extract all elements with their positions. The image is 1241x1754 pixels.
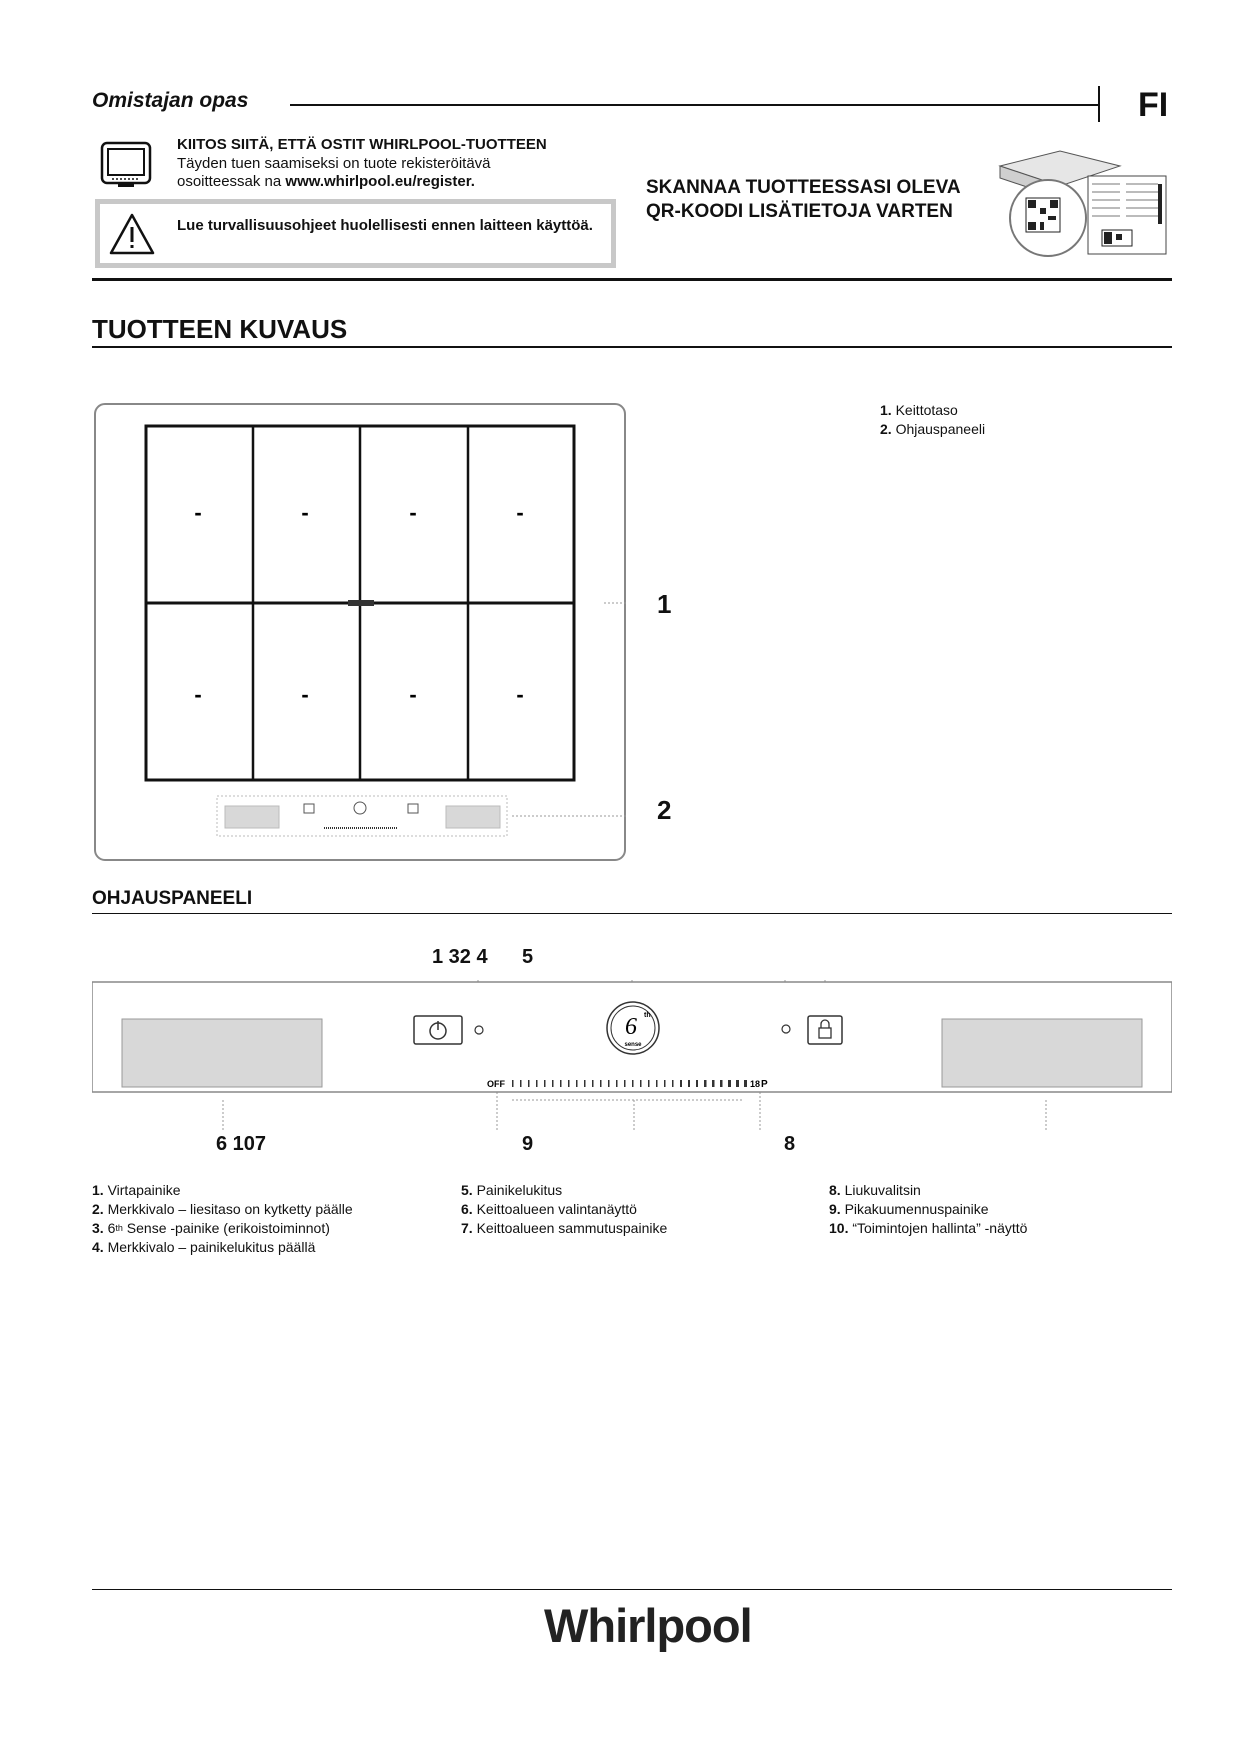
legend-num: 6. — [461, 1201, 473, 1217]
zone-indicator: - — [409, 500, 417, 525]
panel-callout-6-10-7: 6 107 — [216, 1133, 267, 1155]
legend-text: Painikelukitus — [472, 1182, 563, 1198]
legend-item — [92, 1219, 353, 1238]
legend-text: Keittoalueen sammutuspainike — [472, 1220, 668, 1236]
legend-text: Liukuvalitsin — [840, 1182, 921, 1198]
safety-text: Lue turvallisuusohjeet huolellisesti ennen laitteen käyttöä. — [177, 217, 593, 234]
zone-indicator: - — [409, 682, 417, 707]
register-title: KIITOS SIITÄ, ETTÄ OSTIT WHIRLPOOL-TUOTTEEN — [177, 136, 547, 153]
legend-num: 4. — [92, 1239, 104, 1255]
header-title: Omistajan opas — [92, 89, 249, 112]
power-indicator-light — [475, 1026, 483, 1034]
subsection-title: OHJAUSPANEELI — [92, 888, 253, 909]
slider-max-label: 18 — [750, 1079, 761, 1089]
register-line1: Täyden tuen saamiseksi on tuote rekisteröitävä — [177, 155, 491, 172]
zone-indicator: - — [194, 682, 202, 707]
panel-callout-8: 8 — [784, 1133, 796, 1155]
zone-indicator: - — [301, 682, 309, 707]
legend-num: 1. — [92, 1182, 104, 1198]
legend-item — [461, 1200, 667, 1219]
legend-item — [829, 1219, 1027, 1238]
qr-line2: QR-KOODI LISÄTIETOJA VARTEN — [646, 201, 953, 222]
callout-cooktop: 1 — [657, 589, 672, 619]
legend-text: Merkkivalo – liesitaso on kytketty päälle — [103, 1201, 353, 1217]
qr-line1: SKANNAA TUOTTEESSASI OLEVA — [646, 177, 961, 198]
sixth-sense-logo-number: 6 — [625, 1014, 637, 1040]
whirlpool-logo: Whirlpool — [544, 1599, 752, 1652]
callout-control-panel: 2 — [657, 795, 672, 825]
product-legend-item — [880, 420, 985, 439]
legend-text: Virtapainike — [103, 1182, 181, 1198]
panel-callout-5: 5 — [522, 946, 534, 968]
panel-legend-col2 — [461, 1181, 667, 1238]
header-divider — [1098, 86, 1100, 122]
register-line2-prefix: osoitteessak na — [177, 173, 286, 190]
product-legend-item — [880, 401, 985, 420]
header-rule — [290, 104, 1098, 106]
language-code: FI — [1138, 86, 1169, 124]
legend-text: Keittotaso — [891, 402, 958, 418]
legend-item — [461, 1219, 667, 1238]
power-button — [414, 1016, 462, 1044]
product-legend — [880, 401, 985, 439]
sixth-sense-logo-word: sense — [624, 1042, 642, 1048]
warning-icon — [109, 212, 155, 256]
qr-label-illustration — [990, 146, 1170, 260]
panel-legend-col3 — [829, 1181, 1027, 1238]
legend-num: 10. — [829, 1220, 849, 1236]
key-lock-button — [808, 1016, 842, 1044]
monitor-icon — [100, 141, 152, 189]
legend-num: 9. — [829, 1201, 841, 1217]
legend-num: 8. — [829, 1182, 841, 1198]
panel-callout-numbers: 1 32 4 — [432, 946, 488, 968]
legend-text-rest: Sense -painike (erikoistoiminnot) — [122, 1220, 330, 1236]
header-bottom-rule — [92, 278, 1172, 281]
zone-indicator: - — [516, 500, 524, 525]
register-line2 — [177, 173, 491, 191]
legend-num: 2. — [92, 1201, 104, 1217]
legend-text: Pikakuumennuspainike — [840, 1201, 989, 1217]
legend-text: Keittoalueen valintanäyttö — [472, 1201, 637, 1217]
section-rule — [92, 346, 1172, 348]
legend-num: 7. — [461, 1220, 473, 1236]
sixth-sense-logo-suffix: th — [644, 1012, 651, 1019]
legend-sup: th — [115, 1223, 123, 1233]
legend-num: 1. — [880, 402, 892, 418]
boost-label: P — [761, 1079, 768, 1090]
lock-indicator-light — [782, 1025, 790, 1033]
legend-item — [829, 1181, 1027, 1200]
legend-item — [92, 1181, 353, 1200]
legend-item — [92, 1238, 353, 1257]
panel-legend-col1 — [92, 1181, 353, 1257]
legend-text: 6 — [103, 1220, 116, 1236]
cooktop-diagram — [92, 402, 628, 862]
zone-indicator: - — [301, 500, 309, 525]
legend-text: Merkkivalo – painikelukitus päällä — [103, 1239, 316, 1255]
zone-indicator: - — [194, 500, 202, 525]
legend-num: 2. — [880, 421, 892, 437]
section-title: TUOTTEEN KUVAUS — [92, 314, 348, 344]
legend-item — [92, 1200, 353, 1219]
footer-rule — [92, 1589, 1172, 1590]
legend-item — [829, 1200, 1027, 1219]
panel-callout-9: 9 — [522, 1133, 534, 1155]
legend-text: Ohjauspaneeli — [891, 421, 986, 437]
slider-off-label: OFF — [487, 1079, 505, 1089]
qr-instruction — [646, 176, 961, 224]
legend-num: 3. — [92, 1220, 104, 1236]
register-url[interactable]: www.whirlpool.eu/register. — [285, 173, 475, 190]
zone-indicator: - — [516, 682, 524, 707]
legend-text: “Toimintojen hallinta” -näyttö — [848, 1220, 1028, 1236]
subsection-rule — [92, 913, 1172, 914]
legend-num: 5. — [461, 1182, 473, 1198]
legend-item — [461, 1181, 667, 1200]
register-text — [177, 155, 491, 191]
